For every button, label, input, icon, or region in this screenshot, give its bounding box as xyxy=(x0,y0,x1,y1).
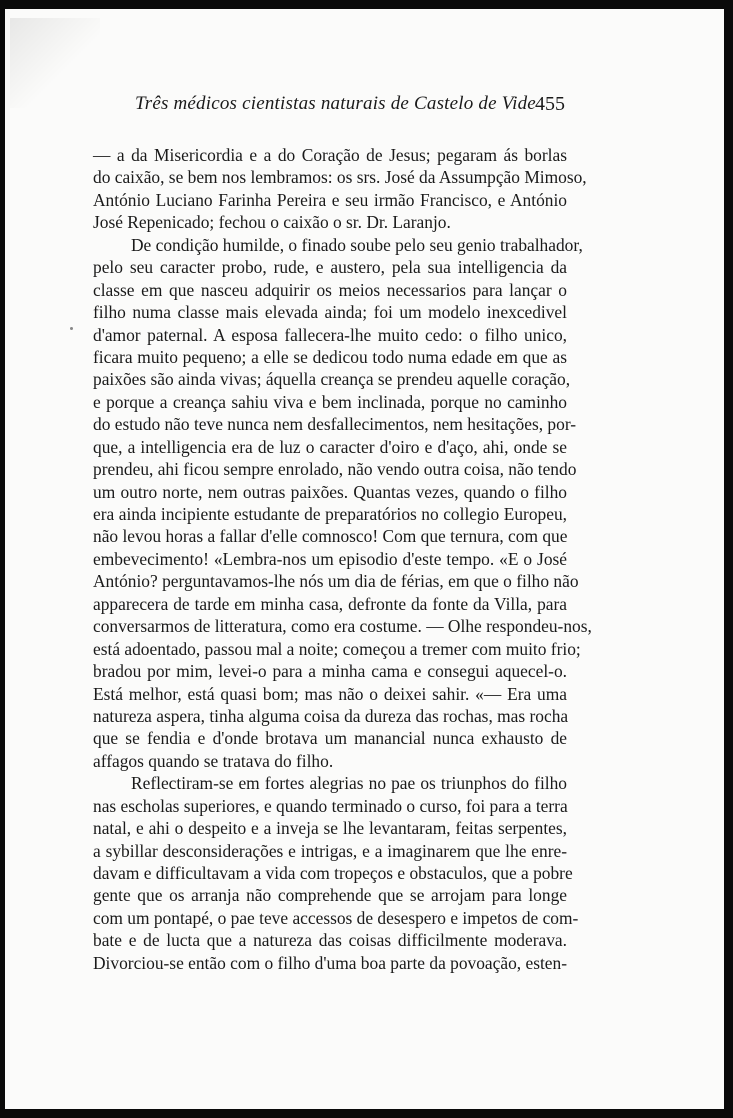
text-line: que se fendia e d'onde brotava um manancial nunca exhausto de xyxy=(93,728,567,749)
text-line: paixões são ainda vivas; áquella creança se prendeu aquelle coração, xyxy=(93,369,571,390)
text-line: bradou por mim, levei-o para a minha cama e consegui aquecel-o. xyxy=(93,661,567,682)
paragraph-first-line: De condição humilde, o finado soube pelo seu genio trabalhador, xyxy=(131,234,583,255)
text-line: Divorciou-se então com o filho d'uma boa parte da povoação, esten- xyxy=(93,952,567,973)
text-line: que, a intelligencia era de luz o caracter d'oiro e d'aço, ahi, onde se xyxy=(93,436,567,457)
text-line: apparecera de tarde em minha casa, defronte da fonte da Villa, para xyxy=(93,593,567,614)
text-line: — a da Misericordia e a do Coração de Jesus; pegaram ás borlas xyxy=(93,145,567,165)
text-line: conversarmos de litteratura, como era costume. — Olhe respondeu-nos, xyxy=(93,616,592,637)
running-title: Três médicos cientistas naturais de Castelo de Vide xyxy=(135,93,536,114)
page-number: 455 xyxy=(535,93,565,115)
text-line: davam e difficultavam a vida com tropeços e obstaculos, que a pobre xyxy=(93,863,573,883)
text-line: a sybillar desconsiderações e intrigas, e a imaginarem que lhe enre- xyxy=(93,840,567,861)
text-line: affagos quando se tratava do filho. xyxy=(93,750,334,771)
text-line: prendeu, ahi ficou sempre enrolado, não vendo outra coisa, não tendo xyxy=(93,459,577,480)
text-line: Está melhor, está quasi bom; mas não o deixei sahir. «— Era uma xyxy=(93,683,567,704)
text-line: está adoentado, passou mal a noite; começou a tremer com muito frio; xyxy=(93,638,581,659)
text-line: do caixão, se bem nos lembramos: os srs. José da Assumpção Mimoso, xyxy=(93,167,587,188)
text-line: e porque a creança sahiu viva e bem inclinada, porque no caminho xyxy=(93,391,567,412)
text-line: filho numa classe mais elevada ainda; foi um modelo inexcedivel xyxy=(93,302,567,323)
text-line: pelo seu caracter probo, rude, e austero, pela sua intelligencia da xyxy=(93,257,567,278)
text-line: António Luciano Farinha Pereira e seu irmão Francisco, e António xyxy=(93,189,567,210)
running-head xyxy=(135,90,565,118)
text-line: ficara muito pequeno; a elle se dedicou todo numa edade em que as xyxy=(93,346,567,367)
text-line: nas escholas superiores, e quando terminado o curso, foi para a terra xyxy=(93,795,568,816)
text-line: gente que os arranja não comprehende que se arrojam para longe xyxy=(93,885,567,906)
text-line: bate e de lucta que a natureza das coisas difficilmente moderava. xyxy=(93,930,567,951)
scan-speck xyxy=(70,327,73,330)
text-line: com um pontapé, o pae teve accessos de desespero e impetos de com- xyxy=(93,907,579,928)
text-line: d'amor paternal. A esposa fallecera-lhe muito cedo: o filho unico, xyxy=(93,324,567,345)
text-line: classe em que nasceu adquirir os meios necessarios para lançar o xyxy=(93,279,567,300)
text-line: do estudo não teve nunca nem desfallecimentos, nem hesitações, por- xyxy=(93,414,577,435)
text-line: embevecimento! «Lembra-nos um episodio d'este tempo. «E o José xyxy=(93,548,567,569)
text-line: António? perguntavamos-lhe nós um dia de férias, em que o filho não xyxy=(93,571,579,592)
text-line: José Repenicado; fechou o caixão o sr. Dr. Laranjo. xyxy=(93,212,451,233)
paragraph-first-line: Reflectiram-se em fortes alegrias no pae os triunphos do filho xyxy=(131,773,567,794)
text-line: um outro norte, nem outras paixões. Quantas vezes, quando o filho xyxy=(93,481,567,502)
text-line: natal, e ahi o despeito e a inveja se lhe levantaram, feitas serpentes, xyxy=(93,818,567,839)
text-line: natureza aspera, tinha alguma coisa da dureza das rochas, mas rocha xyxy=(93,705,569,726)
text-line: não levou horas a fallar d'elle comnosco! Com que ternura, com que xyxy=(93,526,568,547)
body-text xyxy=(93,144,592,974)
scan-shadow xyxy=(10,18,100,108)
text-line: era ainda incipiente estudante de preparatórios no collegio Europeu, xyxy=(93,504,567,524)
